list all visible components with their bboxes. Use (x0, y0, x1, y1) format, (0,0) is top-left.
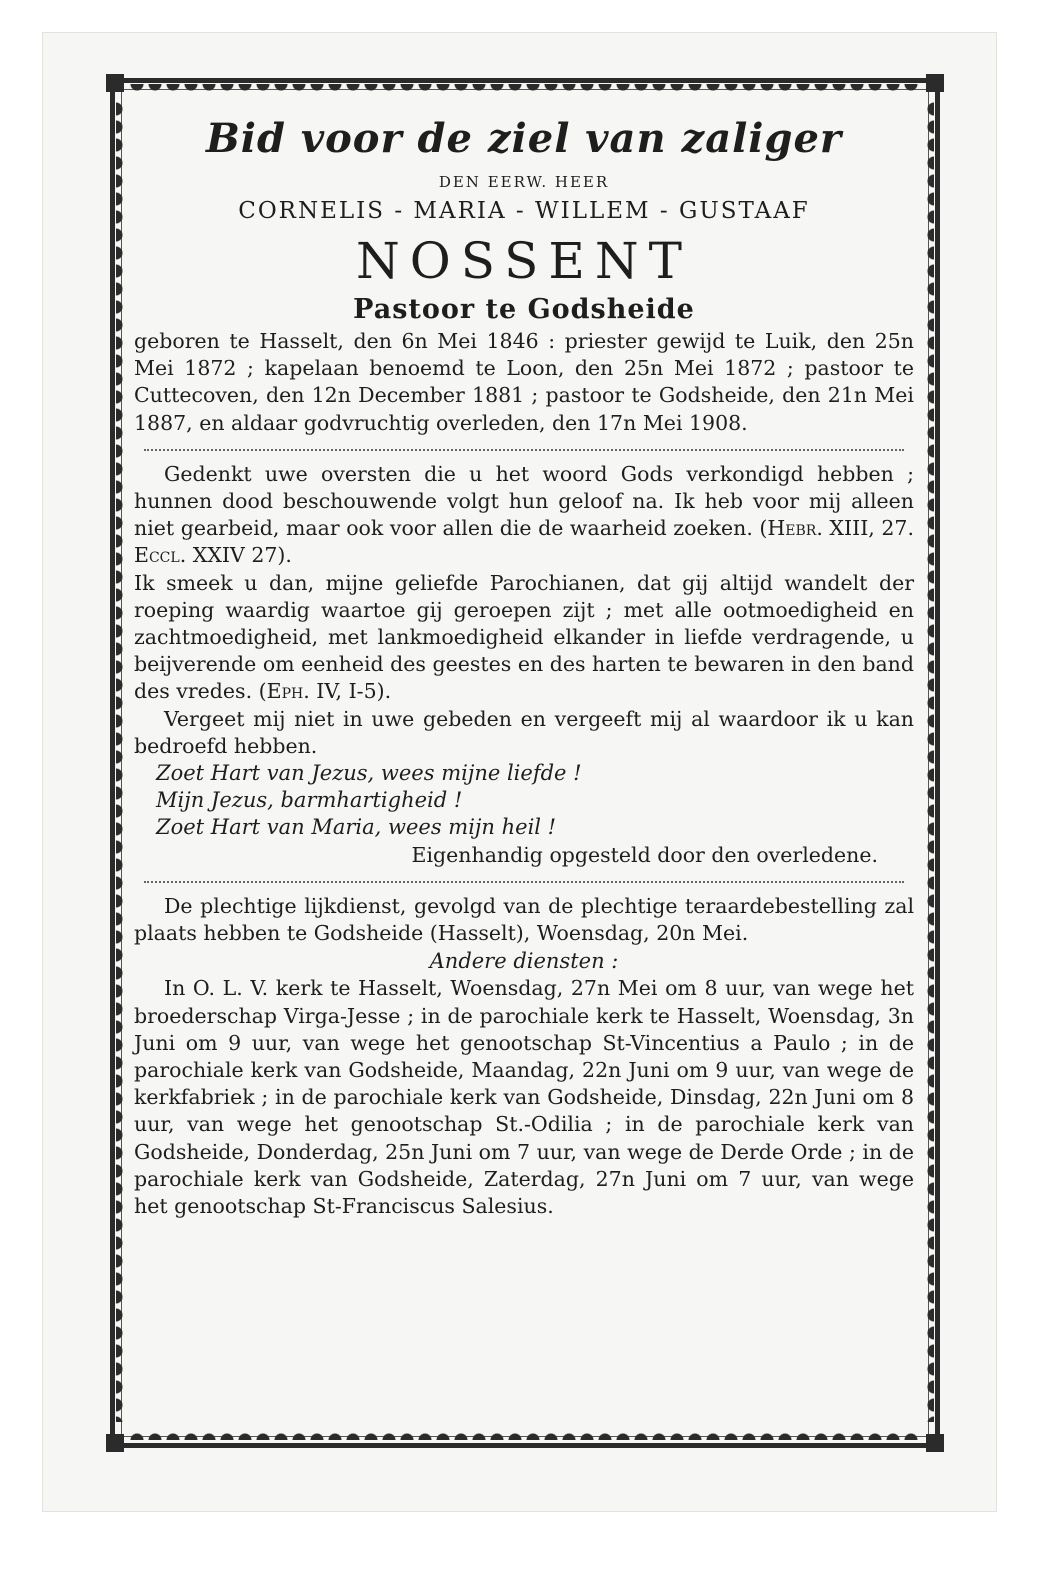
dotted-divider (144, 449, 904, 451)
scripture-book-3: Eph (266, 679, 304, 704)
scripture-book-1: Hebr (767, 516, 817, 541)
corner-ornament-top-left (106, 74, 124, 92)
corner-ornament-bottom-left (106, 1434, 124, 1452)
scripture-ref-1: . XIII, 27. (816, 516, 914, 541)
border-scallop-left (116, 100, 130, 1422)
scripture-ref-3: . IV, I-5). (303, 679, 392, 704)
card-title: Bid voor de ziel van zaliger (205, 115, 842, 162)
surname: NOSSENT (356, 232, 692, 290)
border-scallop-right (920, 100, 934, 1422)
exhortation-paragraph-2 (134, 570, 914, 706)
corner-ornament-top-right (926, 74, 944, 92)
exhortation-paragraph-1 (134, 461, 914, 570)
card-text (134, 112, 914, 1220)
scripture-ref-2: . XXIV 27). (179, 543, 292, 568)
services-list: In O. L. V. kerk te Hasselt, Woensdag, 27n Mei om 8 uur, van wege het broederschap Virga-Jesse ; in de parochiale kerk te Hasselt, Woensdag, 3n Juni om 9 uur, van wege het genootschap St-Vincentius a Paulo ; in de parochiale kerk van Godsheide, Maandag, 22n Juni om 9 uur, van wege de kerkfabriek ; in de parochiale kerk van Godsheide, Dinsdag, 22n Juni om 8 uur, van wege het genootschap St.-Odilia ; in de parochiale kerk van Godsheide, Donderdag, 25n Juni om 7 uur, van wege de Derde Orde ; in de parochiale kerk van Godsheide, Zaterdag, 27n Juni om 7 uur, van wege het genootschap St-Franciscus Salesius. (134, 976, 914, 1219)
honorific: DEN EERW. HEER (438, 173, 610, 191)
prayer-line: Zoet Hart van Maria, wees mijn heil ! (156, 815, 557, 840)
signoff: Eigenhandig opgesteld door den overledene. (411, 843, 878, 868)
dotted-divider (144, 881, 904, 883)
exhortation-paragraph-3: Vergeet mij niet in uwe gebeden en vergeeft mij al waardoor ik u kan bedroefd hebben. (134, 706, 914, 758)
services-heading: Andere diensten : (429, 949, 619, 974)
corner-ornament-bottom-right (926, 1434, 944, 1452)
border-scallop-top (128, 84, 922, 98)
border-scallop-bottom (128, 1426, 922, 1440)
prayer-line: Mijn Jezus, barmhartigheid ! (156, 788, 463, 813)
given-names: CORNELIS - MARIA - WILLEM - GUSTAAF (238, 198, 810, 224)
scripture-book-2: Eccl (134, 543, 180, 568)
exhortation-text-2: Ik smeek u dan, mijne geliefde Parochianen, dat gij altijd wandelt der roeping waardig waartoe gij geroepen zijt ; met alle ootmoedigheid en zachtmoedigheid, met lankmoedigheid elkander in liefde verdragende, u beijverende om eenheid des geestes en des harten te bewaren in den band des vredes. ( (134, 570, 914, 704)
exhortation-text-1: Gedenkt uwe oversten die u het woord Gods verkondigd hebben ; hunnen dood beschouwende volgt hun geloof na. Ik heb voor mij alleen niet gearbeid, maar ook voor allen die de waarheid zoeken. ( (134, 461, 914, 541)
role-title: Pastoor te Godsheide (353, 294, 695, 325)
biography: geboren te Hasselt, den 6n Mei 1846 : priester gewijd te Luik, den 25n Mei 1872 ; kapelaan benoemd te Loon, den 25n Mei 1872 ; pastoor te Cuttecoven, den 12n December 1881 ; pastoor te Godsheide, den 21n Mei 1887, en aldaar godvruchtig overleden, den 17n Mei 1908. (134, 329, 914, 435)
prayer-line: Zoet Hart van Jezus, wees mijne liefde ! (156, 761, 582, 786)
funeral-notice: De plechtige lijkdienst, gevolgd van de plechtige teraardebestelling zal plaats hebben te Godsheide (Hasselt), Woensdag, 20n Mei. (134, 894, 914, 946)
